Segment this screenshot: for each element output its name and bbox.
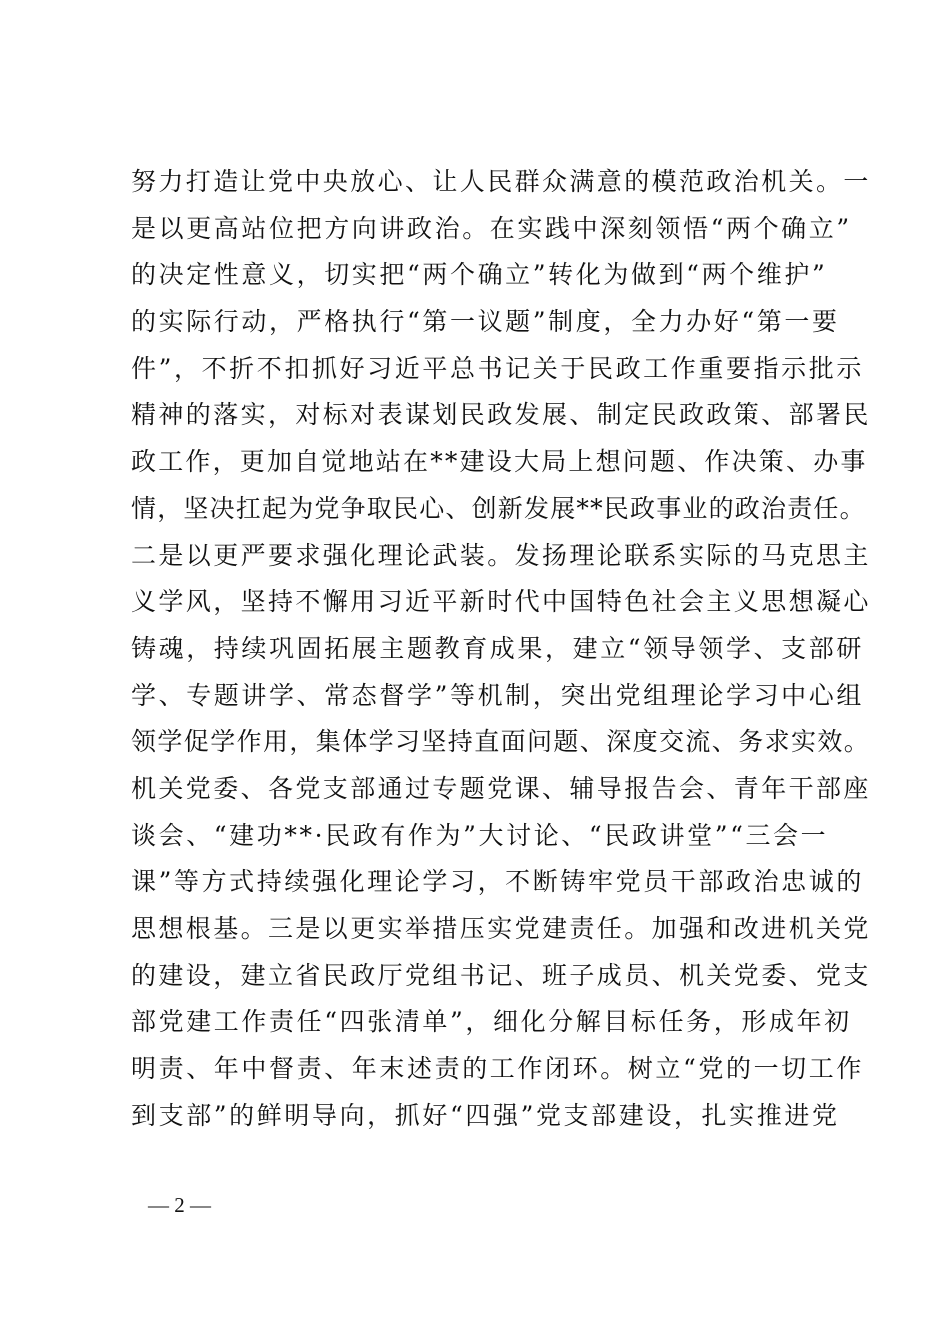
text-line: 二是以更严要求强化理论武装。发扬理论联系实际的马克思主 <box>131 540 871 570</box>
body-text <box>131 159 871 1139</box>
text-line: 的决定性意义，切实把“两个确立”转化为做到“两个维护” <box>131 260 828 290</box>
text-line: 部党建工作责任“四张清单”，细化分解目标任务，形成年初 <box>131 1007 852 1037</box>
text-line: 领学促学作用，集体学习坚持直面问题、深度交流、务求实效。 <box>131 727 871 757</box>
text-line: 谈会、“建功**·民政有作为”大讨论、“民政讲堂”“三会一 <box>131 820 829 850</box>
text-line: 义学风，坚持不懈用习近平新时代中国特色社会主义思想凝心 <box>131 587 871 617</box>
text-line: 努力打造让党中央放心、让人民群众满意的模范政治机关。一 <box>131 167 871 196</box>
text-line: 精神的落实，对标对表谋划民政发展、制定民政政策、部署民 <box>131 400 871 430</box>
page-number: — 2 — <box>148 1193 211 1217</box>
text-line: 思想根基。三是以更实举措压实党建责任。加强和改进机关党 <box>131 914 871 943</box>
text-line: 学、专题讲学、常态督学”等机制，突出党组理论学习中心组 <box>131 680 864 710</box>
text-line: 情，坚决扛起为党争取民心、创新发展**民政事业的政治责任。 <box>131 493 866 523</box>
text-line: 件”，不折不扣抓好习近平总书记关于民政工作重要指示批示 <box>131 353 864 383</box>
text-line: 是以更高站位把方向讲政治。在实践中深刻领悟“两个确立” <box>131 213 852 243</box>
text-line: 的建设，建立省民政厅党组书记、班子成员、机关党委、党支 <box>131 960 871 990</box>
text-line: 的实际行动，严格执行“第一议题”制度，全力办好“第一要 <box>131 307 840 337</box>
text-line: 课”等方式持续强化理论学习，不断铸牢党员干部政治忠诚的 <box>131 867 864 897</box>
text-line: 政工作，更加自觉地站在**建设大局上想问题、作决策、办事 <box>131 447 868 477</box>
text-line: 明责、年中督责、年末述责的工作闭环。树立“党的一切工作 <box>131 1054 864 1084</box>
text-line: 铸魂，持续巩固拓展主题教育成果，建立“领导领学、支部研 <box>131 633 864 663</box>
text-line: 到支部”的鲜明导向，抓好“四强”党支部建设，扎实推进党 <box>131 1100 840 1130</box>
text-line: 机关党委、各党支部通过专题党课、辅导报告会、青年干部座 <box>131 773 871 803</box>
